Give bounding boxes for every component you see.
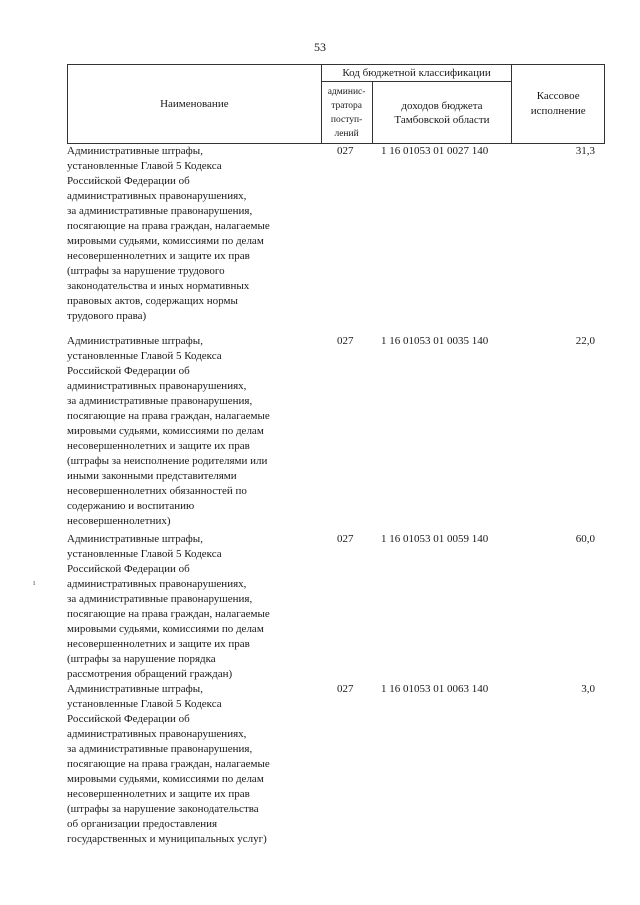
row-income-code: 1 16 01053 01 0063 140 xyxy=(381,683,489,695)
row-name: Административные штрафы, установленные Главой 5 Кодекса Российской Федерации об административных правонарушениях, за административные правонарушения, посягающие на права граждан, налагаемые мировыми судьями, комиссиями по делам несовершеннолетних и защите их прав (штрафы за нарушение трудового законодательства и иных нормативных правовых актов, содержащих нормы трудового права) xyxy=(67,145,270,322)
row-admin-code: 027 xyxy=(337,533,354,545)
row-amount: 3,0 xyxy=(581,683,595,695)
row-admin-code: 027 xyxy=(337,335,354,347)
table-row xyxy=(67,682,605,852)
header-code-group: Код бюджетной классификации xyxy=(321,65,512,82)
table-row xyxy=(67,334,605,532)
row-name: Административные штрафы, установленные Главой 5 Кодекса Российской Федерации об административных правонарушениях, за административные правонарушения, посягающие на права граждан, налагаемые мировыми судьями, комиссиями по делам несовершеннолетних и защите их прав (штрафы за неисполнение родителями или иными законными представителями несовершеннолетних обязанностей по содержанию и воспитанию несовершеннолетних) xyxy=(67,335,270,527)
row-amount: 22,0 xyxy=(575,335,595,347)
header-cash: Кассовое исполнение xyxy=(512,65,605,144)
row-name: Административные штрафы, установленные Главой 5 Кодекса Российской Федерации об административных правонарушениях, за административные правонарушения, посягающие на права граждан, налагаемые мировыми судьями, комиссиями по делам несовершеннолетних и защите их прав (штрафы за нарушение законодательства об организации предоставления государственных и муниципальных услуг) xyxy=(67,683,270,845)
row-name: Административные штрафы, установленные Главой 5 Кодекса Российской Федерации об административных правонарушениях, за административные правонарушения, посягающие на права граждан, налагаемые мировыми судьями, комиссиями по делам несовершеннолетних и защите их прав (штрафы за нарушение порядка рассмотрения обращений граждан) xyxy=(67,533,270,680)
table-row xyxy=(67,144,605,334)
row-amount: 31,3 xyxy=(575,145,595,157)
row-amount: 60,0 xyxy=(575,533,595,545)
row-admin-code: 027 xyxy=(337,683,354,695)
table-header xyxy=(67,64,605,144)
row-income-code: 1 16 01053 01 0035 140 xyxy=(381,335,489,347)
row-income-code: 1 16 01053 01 0027 140 xyxy=(381,145,489,157)
header-name: Наименование xyxy=(68,65,322,144)
table-body xyxy=(67,144,605,852)
row-income-code: 1 16 01053 01 0059 140 xyxy=(381,533,489,545)
margin-mark: ı xyxy=(33,578,36,587)
table-row xyxy=(67,532,605,682)
header-admin: админис- тратора поступ- лений xyxy=(321,82,372,144)
row-admin-code: 027 xyxy=(337,145,354,157)
page-number: 53 xyxy=(314,40,326,54)
header-income: доходов бюджета Тамбовской области xyxy=(372,82,512,144)
